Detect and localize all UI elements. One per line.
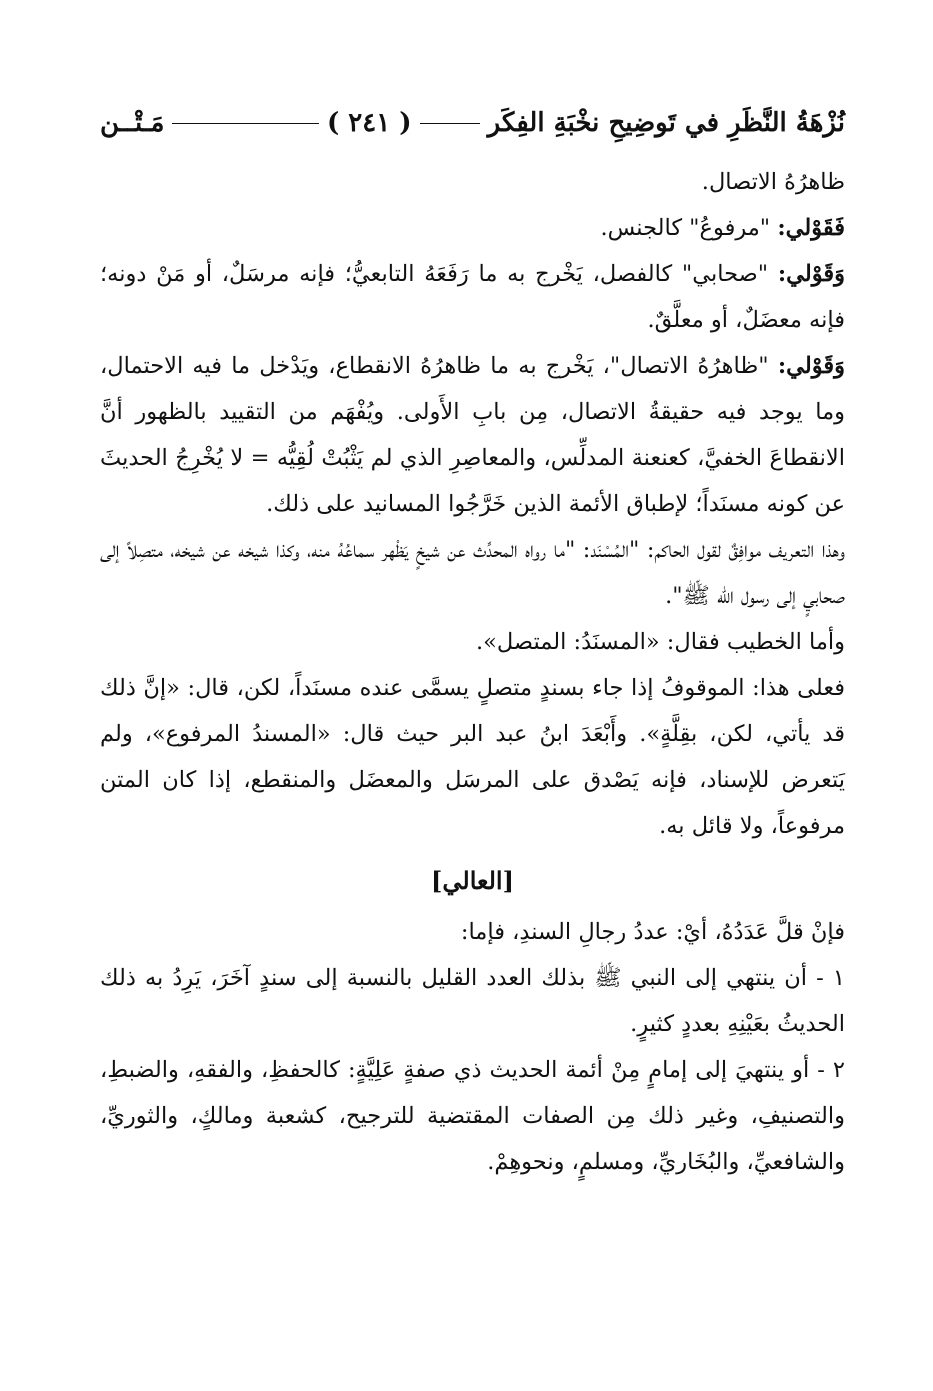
header-rule (420, 123, 480, 124)
paragraph (100, 251, 845, 343)
paragraph (100, 619, 845, 665)
page (100, 95, 845, 1185)
section-intro: فإنْ قلَّ عَدَدُهُ، أيْ: عددُ رجالِ السندِ، فإما: (460, 919, 845, 945)
header-rule (172, 123, 319, 124)
running-header (100, 95, 845, 151)
paragraph (100, 343, 845, 527)
list-item (100, 1047, 845, 1185)
list-item-number: ٢ - (817, 1057, 845, 1083)
page-number: ( ٢٤١ ) (326, 108, 412, 138)
paragraph (100, 205, 845, 251)
paragraph-text: "ظاهرُهُ الاتصال"، يَخْرج به ما ظاهرُهُ الانقطاع، ويَدْخل ما فيه الاحتمال، وما يوجد فيه حقيقةُ الاتصال، مِن بابِ الأَولى. ويُفْهَم من التقييد بالظهور أنَّ الانقطاعَ الخفيَّ، كعنعنة المدلِّس، والمعاصِرِ الذي لم يَثْبُتْ لُقِيُّه = لا يُخْرِجُ الحديثَ عن كونه مسنَداً؛ لإطباق الأئمة الذين خَرَّجُوا المسانيد على ذلك. (100, 353, 845, 517)
book-title: نُزْهَةُ النَّظَرِ في تَوضِيحِ نخْبَةِ الفِكَر (487, 108, 845, 138)
list-item-text: أو ينتهيَ إلى إمامٍ مِنْ أئمة الحديث ذي صفةٍ عَلِيَّةٍ: كالحفظِ، والفقهِ، والضبطِ، والتصنيفِ، وغير ذلك مِن الصفات المقتضية للترجيح، كشعبة ومالكٍ، والثوريِّ، والشافعيِّ، والبُخَاريِّ، ومسلمٍ، ونحوهِمْ. (100, 1057, 845, 1175)
paragraph-text: "مرفوعُ" كالجنس. (600, 215, 778, 241)
paragraph-text: "صحابي" كالفصل، يَخْرج به ما رَفَعَهُ التابعيُّ؛ فإنه مرسَلٌ، أو مَنْ دونه؛ فإنه معضَلٌ، أو معلَّقٌ. (100, 261, 845, 333)
paragraph-text: وهذا التعريف موافِقٌ لقول الحاكم: "المُسْنَد: "ما رواه المحدِّث عن شيخٍ يَظْهر سماعُهُ منه، وكذا شيخه عن شيخه، متصِلاً إلى صحابيٍ إلى رسول الله ﷺ". (100, 537, 845, 609)
matn-label: مَـتْــن (100, 108, 165, 138)
paragraph-text: وأما الخطيب فقال: «المسنَدُ: المتصل». (475, 629, 845, 655)
paragraph-lead: وَقَوْلي: (777, 353, 845, 379)
paragraph-text: فعلى هذا: الموقوفُ إذا جاء بسندٍ متصلٍ يسمَّى عنده مسنَداً، لكن، قال: «إنَّ ذلك قد يأتي، لكن، بقِلَّةٍ». وأَبْعَدَ ابنُ عبد البر حيث قال: «المسندُ المرفوع»، ولم يَتعرض للإسناد، فإنه يَصْدق على المرسَل والمعضَل والمنقطع، إذا كان المتن مرفوعاً، ولا قائل به. (100, 675, 845, 839)
paragraph-text: ظاهرُهُ الاتصال. (701, 169, 845, 195)
list-item (100, 955, 845, 1047)
main-text (100, 159, 845, 1185)
paragraph-lead: فَقَوْلي: (777, 215, 845, 241)
list-item-text: أن ينتهي إلى النبي ﷺ بذلك العدد القليل بالنسبة إلى سندٍ آخَرَ، يَرِدُ به ذلك الحديثُ بعَيْنِهِ بعددٍ كثيرٍ. (100, 965, 845, 1037)
paragraph-lead: وَقَوْلي: (777, 261, 845, 287)
paragraph (100, 159, 845, 205)
section-title: [العالي] (431, 866, 514, 895)
paragraph (100, 665, 845, 849)
list-item-number: ١ - (816, 965, 845, 991)
paragraph (100, 527, 845, 619)
